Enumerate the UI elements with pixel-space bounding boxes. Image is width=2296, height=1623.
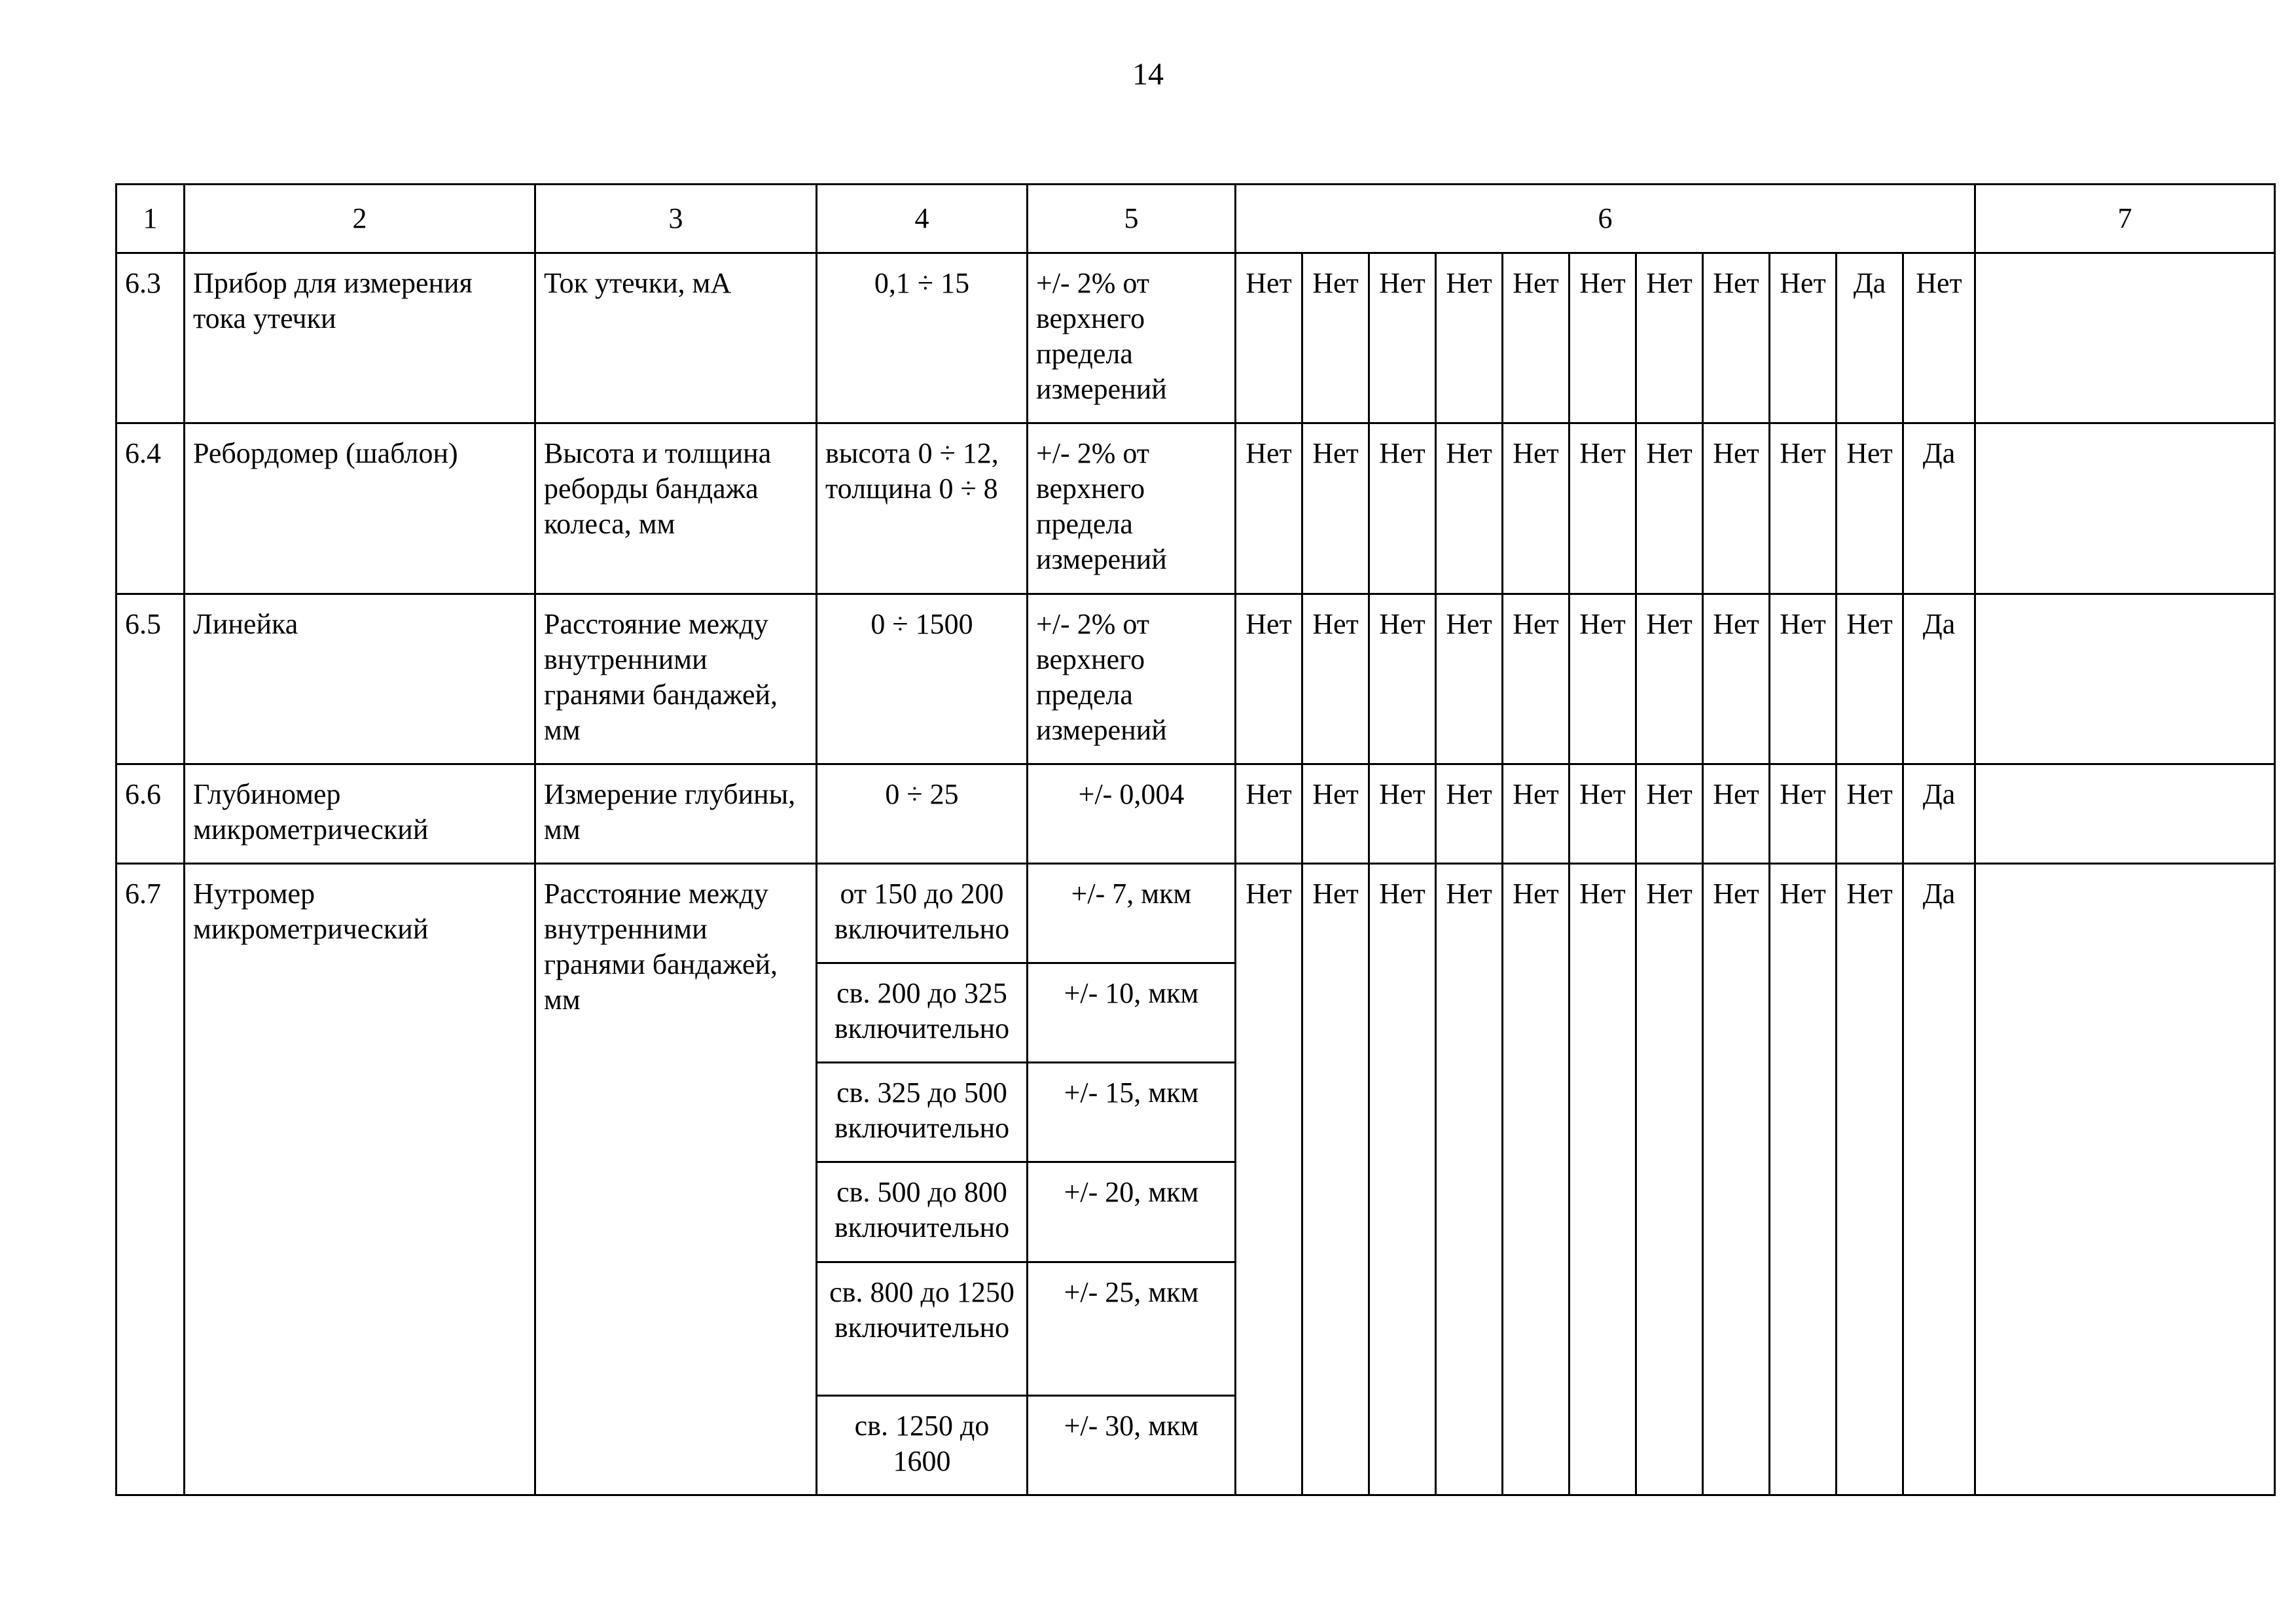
table-row [117,594,2275,764]
flag-cell: Нет [1369,423,1436,594]
flag-cell: Нет [1236,253,1302,423]
note-cell [1975,594,2275,764]
flag-cell: Нет [1302,423,1369,594]
flag-cell: Нет [1837,863,1903,1495]
subrange-tolerance: +/- 30, мкм [1028,1395,1236,1495]
flag-cell: Нет [1570,594,1636,764]
subrange-tolerance: +/- 7, мкм [1028,863,1236,963]
flag-cell: Нет [1436,423,1503,594]
tolerance: +/- 2% от верхнего предела измерений [1028,594,1236,764]
measurement-range: высота 0 ÷ 12, толщина 0 ÷ 8 [817,423,1028,594]
flag-cell: Нет [1770,423,1837,594]
flag-cell: Нет [1703,253,1770,423]
instruments-table [115,183,2276,1496]
flag-cell: Нет [1302,594,1369,764]
flag-cell: Нет [1436,253,1503,423]
subrange-tolerance: +/- 10, мкм [1028,963,1236,1063]
flag-cell: Нет [1570,423,1636,594]
row-number: 6.5 [117,594,185,764]
flag-cell: Нет [1636,253,1703,423]
flag-cell: Нет [1503,594,1570,764]
flag-cell: Нет [1636,423,1703,594]
flag-cell: Нет [1236,423,1302,594]
tolerance: +/- 2% от верхнего предела измерений [1028,253,1236,423]
flag-cell: Нет [1236,863,1302,1495]
flag-cell: Нет [1369,764,1436,863]
flag-cell: Да [1903,423,1975,594]
header-col-6: 6 [1236,185,1975,253]
measurement-range: 0 ÷ 1500 [817,594,1028,764]
flag-cell: Нет [1703,764,1770,863]
note-cell [1975,863,2275,1495]
flag-cell: Да [1837,253,1903,423]
subrange-tolerance: +/- 15, мкм [1028,1063,1236,1162]
note-cell [1975,253,2275,423]
flag-cell: Нет [1770,764,1837,863]
measured-parameter: Ток утечки, мА [535,253,817,423]
flag-cell: Нет [1436,764,1503,863]
measurement-range: 0,1 ÷ 15 [817,253,1028,423]
measured-parameter: Расстояние между внутренними гранями бандажей, мм [535,863,817,1495]
row-number: 6.4 [117,423,185,594]
table-row [117,863,2275,963]
measurement-subrange: св. 200 до 325 включительно [817,963,1028,1063]
flag-cell: Да [1903,863,1975,1495]
table-row [117,253,2275,423]
flag-cell: Нет [1636,764,1703,863]
flag-cell: Нет [1570,253,1636,423]
flag-cell: Нет [1903,253,1975,423]
flag-cell: Нет [1236,764,1302,863]
flag-cell: Нет [1636,594,1703,764]
flag-cell: Нет [1837,423,1903,594]
instrument-name: Нутромер микрометрический [185,863,535,1495]
measurement-subrange: св. 500 до 800 включительно [817,1162,1028,1262]
flag-cell: Нет [1436,863,1503,1495]
header-col-3: 3 [535,185,817,253]
subrange-tolerance: +/- 25, мкм [1028,1262,1236,1395]
table-row [117,764,2275,863]
tolerance: +/- 0,004 [1028,764,1236,863]
table-row [117,423,2275,594]
flag-cell: Нет [1703,863,1770,1495]
flag-cell: Нет [1236,594,1302,764]
flag-cell: Нет [1503,423,1570,594]
flag-cell: Нет [1570,764,1636,863]
flag-cell: Да [1903,594,1975,764]
flag-cell: Нет [1770,594,1837,764]
measurement-subrange: от 150 до 200 включительно [817,863,1028,963]
header-col-2: 2 [185,185,535,253]
note-cell [1975,764,2275,863]
flag-cell: Нет [1636,863,1703,1495]
measurement-range: 0 ÷ 25 [817,764,1028,863]
flag-cell: Нет [1302,253,1369,423]
flag-cell: Нет [1503,764,1570,863]
flag-cell: Нет [1770,253,1837,423]
measurement-subrange: св. 1250 до 1600 [817,1395,1028,1495]
flag-cell: Нет [1302,863,1369,1495]
flag-cell: Нет [1503,253,1570,423]
row-number: 6.6 [117,764,185,863]
measurement-subrange: св. 325 до 500 включительно [817,1063,1028,1162]
header-col-1: 1 [117,185,185,253]
page-number: 14 [1132,57,1164,92]
header-col-4: 4 [817,185,1028,253]
measurement-subrange: св. 800 до 1250 включительно [817,1262,1028,1395]
row-number: 6.3 [117,253,185,423]
flag-cell: Нет [1369,594,1436,764]
header-col-5: 5 [1028,185,1236,253]
flag-cell: Нет [1837,594,1903,764]
header-col-7: 7 [1975,185,2275,253]
measured-parameter: Измерение глубины, мм [535,764,817,863]
flag-cell: Нет [1770,863,1837,1495]
measured-parameter: Расстояние между внутренними гранями бандажей, мм [535,594,817,764]
tolerance: +/- 2% от верхнего предела измерений [1028,423,1236,594]
flag-cell: Нет [1703,423,1770,594]
measured-parameter: Высота и толщина реборды бандажа колеса, мм [535,423,817,594]
header-row [117,185,2275,253]
row-number: 6.7 [117,863,185,1495]
flag-cell: Нет [1369,863,1436,1495]
instrument-name: Глубиномер микрометрический [185,764,535,863]
instrument-name: Ребордомер (шаблон) [185,423,535,594]
flag-cell: Нет [1503,863,1570,1495]
flag-cell: Нет [1703,594,1770,764]
flag-cell: Нет [1302,764,1369,863]
flag-cell: Нет [1369,253,1436,423]
instrument-name: Линейка [185,594,535,764]
note-cell [1975,423,2275,594]
flag-cell: Нет [1837,764,1903,863]
flag-cell: Да [1903,764,1975,863]
flag-cell: Нет [1436,594,1503,764]
instrument-name: Прибор для измерения тока утечки [185,253,535,423]
flag-cell: Нет [1570,863,1636,1495]
subrange-tolerance: +/- 20, мкм [1028,1162,1236,1262]
